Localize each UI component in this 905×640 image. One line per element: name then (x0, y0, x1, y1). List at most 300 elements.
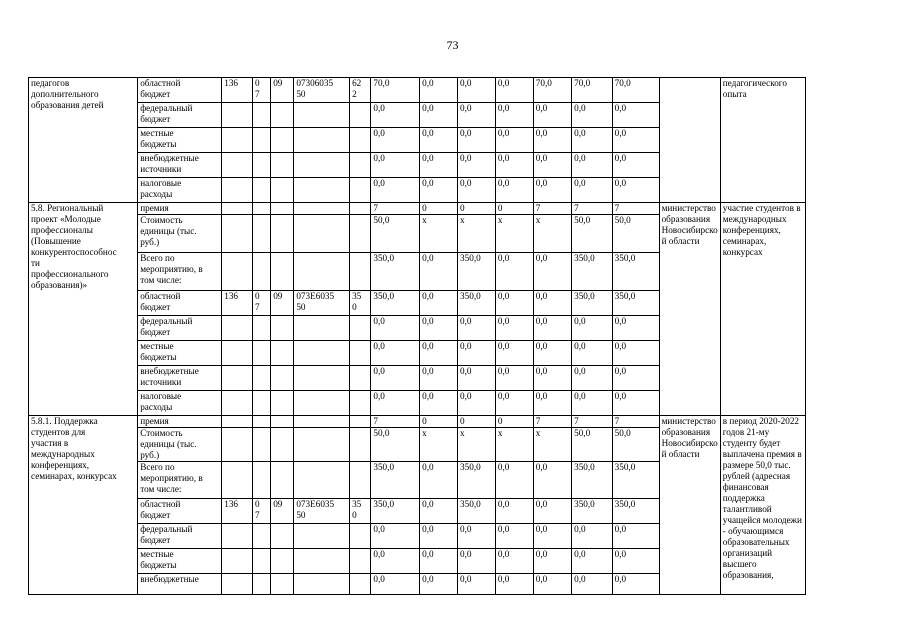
value-cell (572, 428, 613, 462)
cell-text: 0,0 (614, 103, 627, 113)
cell-text: 0 (255, 499, 260, 509)
cell-text: 0,0 (535, 462, 548, 472)
cell-text: 350,0 (460, 291, 481, 301)
cell-text: областной (140, 499, 181, 509)
code-grbs-cell (222, 574, 253, 595)
cell-text: федеральный (140, 103, 193, 113)
cell-text: образования (661, 214, 711, 224)
cell-text: 0,0 (535, 128, 548, 138)
cell-text: 50 (296, 89, 306, 99)
value-cell (533, 428, 571, 462)
cell-text: 0,0 (422, 253, 434, 263)
cell-text: 50,0 (574, 215, 591, 225)
cell-text: бюджеты (140, 560, 177, 570)
value-cell (371, 499, 420, 524)
value-cell (612, 462, 659, 499)
value-cell (495, 574, 533, 595)
cell-text: 0,0 (574, 366, 586, 376)
cell-text: 0,0 (373, 391, 385, 401)
value-cell (572, 499, 613, 524)
code-pr-cell (271, 253, 294, 291)
code-grbs-cell (222, 103, 253, 128)
cell-text: 0 (497, 203, 503, 213)
cell-text: 0,0 (614, 574, 627, 584)
value-cell (458, 178, 496, 203)
cell-text: 0,0 (535, 178, 548, 188)
code-csr-cell (294, 291, 350, 316)
source-label-cell (138, 78, 222, 103)
code-csr-cell (294, 574, 350, 595)
code-rz-cell (253, 499, 271, 524)
cell-text: мероприятию, в (140, 264, 203, 274)
cell-text: 70,0 (535, 78, 552, 88)
value-cell (371, 253, 420, 291)
value-cell (371, 316, 420, 341)
value-cell (420, 416, 458, 428)
code-rz-cell (253, 416, 271, 428)
cell-text: 35 (352, 291, 362, 301)
cell-text: налоговые (140, 178, 182, 188)
measure-name-cell (29, 203, 138, 416)
cell-text: 350,0 (373, 462, 395, 472)
value-cell (533, 316, 571, 341)
cell-text: расходы (140, 402, 173, 412)
code-rz-cell (253, 341, 271, 366)
cell-text: x (422, 215, 427, 225)
value-cell (495, 366, 533, 391)
value-cell (371, 524, 420, 549)
code-pr-cell (271, 574, 294, 595)
source-label-cell (138, 462, 222, 499)
cell-text: 0,0 (497, 366, 510, 376)
cell-text: 0,0 (460, 103, 472, 113)
cell-text: 350,0 (373, 253, 395, 263)
cell-text: 0 (460, 203, 465, 213)
value-cell (572, 416, 613, 428)
cell-text: 136 (224, 499, 238, 509)
cell-text: 0,0 (614, 524, 627, 534)
cell-text: 0,0 (614, 153, 627, 163)
code-grbs-cell (222, 524, 253, 549)
cell-text: образования (661, 427, 711, 437)
value-cell (371, 215, 420, 253)
cell-text: 0,0 (535, 153, 548, 163)
value-cell (612, 416, 659, 428)
cell-text: 0,0 (460, 128, 472, 138)
code-vr-cell (350, 253, 371, 291)
cell-text: конкурентоспособнос (31, 247, 117, 257)
value-cell (371, 128, 420, 153)
cell-text: 50,0 (373, 428, 390, 438)
cell-text: Стоимость (140, 428, 183, 438)
cell-text: 7 (574, 416, 579, 426)
value-cell (495, 253, 533, 291)
value-cell (420, 391, 458, 416)
code-rz-cell (253, 428, 271, 462)
cell-text: 0,0 (614, 341, 627, 351)
cell-text: - обучающимся (722, 526, 784, 536)
value-cell (533, 253, 571, 291)
cell-text: 2 (352, 89, 357, 99)
cell-text: министерство (661, 203, 716, 213)
cell-text: 70,0 (574, 78, 591, 88)
cell-text: 7 (373, 203, 378, 213)
cell-text: 09 (273, 499, 283, 509)
cell-text: руб.) (140, 237, 160, 247)
cell-text: 0,0 (535, 366, 548, 376)
cell-text: бюджет (140, 510, 171, 520)
cell-text: учащейся молодежи (722, 515, 802, 525)
code-vr-cell (350, 549, 371, 574)
code-grbs-cell (222, 78, 253, 103)
cell-text: 136 (224, 291, 238, 301)
code-csr-cell (294, 428, 350, 462)
code-vr-cell (350, 391, 371, 416)
code-vr-cell (350, 103, 371, 128)
cell-text: 5.8.1. Поддержка (31, 416, 98, 426)
code-pr-cell (271, 291, 294, 316)
source-label-cell (138, 549, 222, 574)
code-vr-cell (350, 291, 371, 316)
cell-text: 0,0 (574, 316, 586, 326)
cell-text: 0,0 (574, 391, 586, 401)
cell-text: 073E6035 (296, 499, 335, 509)
cell-text: участия в (31, 438, 69, 448)
cell-text: 0,0 (422, 574, 434, 584)
value-cell (572, 215, 613, 253)
executor-cell (659, 203, 720, 416)
value-cell (612, 128, 659, 153)
cell-text: премия (140, 203, 169, 213)
code-grbs-cell (222, 253, 253, 291)
cell-text: источники (140, 164, 182, 174)
value-cell (495, 103, 533, 128)
value-cell (572, 78, 613, 103)
code-grbs-cell (222, 416, 253, 428)
cell-text: 35 (352, 499, 362, 509)
cell-text: 0,0 (422, 499, 434, 509)
source-label-cell (138, 574, 222, 595)
value-cell (420, 78, 458, 103)
cell-text: Новосибирско (661, 225, 718, 235)
cell-text: 0,0 (373, 153, 385, 163)
cell-text: 0,0 (574, 153, 586, 163)
budget-table (28, 77, 905, 595)
value-cell (612, 524, 659, 549)
cell-text: студентов для (31, 427, 86, 437)
cell-text: 0,0 (373, 549, 385, 559)
cell-text: 0,0 (574, 103, 586, 113)
source-label-cell (138, 291, 222, 316)
cell-text: 0,0 (614, 316, 627, 326)
cell-text: федеральный (140, 524, 193, 534)
code-rz-cell (253, 178, 271, 203)
cell-text: 0,0 (574, 549, 586, 559)
code-grbs-cell (222, 366, 253, 391)
cell-text: областной (140, 78, 181, 88)
cell-text: 0,0 (460, 178, 472, 188)
code-grbs-cell (222, 291, 253, 316)
code-rz-cell (253, 391, 271, 416)
cell-text: внебюджетные (140, 574, 199, 584)
code-rz-cell (253, 316, 271, 341)
source-label-cell (138, 428, 222, 462)
cell-text: 0,0 (460, 153, 472, 163)
cell-text: 0,0 (373, 316, 385, 326)
cell-text: 0,0 (373, 366, 385, 376)
cell-text: 0,0 (460, 341, 472, 351)
value-cell (612, 253, 659, 291)
code-pr-cell (271, 366, 294, 391)
code-grbs-cell (222, 391, 253, 416)
code-csr-cell (294, 316, 350, 341)
cell-text: том числе: (140, 484, 182, 494)
value-cell (612, 341, 659, 366)
cell-text: 350,0 (373, 499, 395, 509)
code-grbs-cell (222, 215, 253, 253)
code-rz-cell (253, 549, 271, 574)
code-vr-cell (350, 524, 371, 549)
value-cell (458, 291, 496, 316)
value-cell (533, 524, 571, 549)
cell-text: участие студентов в (722, 203, 801, 213)
cell-text: 0 (352, 510, 357, 520)
cell-text: педагогов (31, 78, 70, 88)
cell-text: 0,0 (497, 128, 510, 138)
cell-text: талантливой (722, 504, 772, 514)
cell-text: годов 21-му (722, 427, 770, 437)
value-cell (572, 153, 613, 178)
cell-text: 70,0 (614, 78, 631, 88)
value-cell (420, 549, 458, 574)
cell-text: 07306035 (296, 78, 334, 88)
cell-text: 50,0 (574, 428, 591, 438)
value-cell (612, 103, 659, 128)
value-cell (533, 215, 571, 253)
cell-text: 350,0 (574, 499, 595, 509)
value-cell (495, 341, 533, 366)
value-cell (572, 128, 613, 153)
value-cell (572, 203, 613, 215)
source-label-cell (138, 524, 222, 549)
cell-text: 0,0 (497, 462, 510, 472)
value-cell (495, 549, 533, 574)
cell-text: й области (661, 449, 700, 459)
code-pr-cell (271, 153, 294, 178)
code-rz-cell (253, 253, 271, 291)
cell-text: 0,0 (574, 128, 586, 138)
value-cell (533, 153, 571, 178)
table-row (29, 203, 905, 215)
cell-text: 50,0 (373, 215, 390, 225)
code-pr-cell (271, 524, 294, 549)
code-csr-cell (294, 215, 350, 253)
value-cell (612, 215, 659, 253)
code-csr-cell (294, 391, 350, 416)
value-cell (533, 574, 571, 595)
measure-name-cell (29, 78, 138, 203)
value-cell (612, 316, 659, 341)
cell-text: 0,0 (460, 524, 472, 534)
source-label-cell (138, 341, 222, 366)
code-grbs-cell (222, 462, 253, 499)
code-grbs-cell (222, 203, 253, 215)
source-label-cell (138, 128, 222, 153)
cell-text: 0,0 (497, 291, 510, 301)
cell-text: расходы (140, 189, 173, 199)
value-cell (458, 341, 496, 366)
cell-text: x (460, 215, 465, 225)
value-cell (420, 428, 458, 462)
value-cell (612, 549, 659, 574)
cell-text: 0,0 (535, 341, 548, 351)
code-pr-cell (271, 215, 294, 253)
value-cell (533, 341, 571, 366)
cell-text: 5.8. Региональный (31, 203, 104, 213)
cell-text: 0,0 (614, 178, 627, 188)
value-cell (572, 462, 613, 499)
value-cell (420, 291, 458, 316)
cell-text: 0,0 (373, 574, 385, 584)
cell-text: финансовая (722, 482, 769, 492)
value-cell (420, 341, 458, 366)
value-cell (458, 316, 496, 341)
code-pr-cell (271, 203, 294, 215)
value-cell (371, 78, 420, 103)
cell-text: 0,0 (574, 341, 586, 351)
value-cell (420, 462, 458, 499)
cell-text: 0,0 (497, 574, 510, 584)
cell-text: единицы (тыс. (140, 226, 197, 236)
cell-text: профессионалы (31, 225, 93, 235)
cell-text: 50,0 (614, 428, 631, 438)
code-rz-cell (253, 524, 271, 549)
code-pr-cell (271, 549, 294, 574)
source-label-cell (138, 416, 222, 428)
cell-text: 0,0 (535, 574, 548, 584)
cell-text: 7 (255, 89, 260, 99)
cell-text: 0,0 (373, 524, 385, 534)
cell-text: 073E6035 (296, 291, 335, 301)
cell-text: Новосибирско (661, 438, 718, 448)
cell-text: 350,0 (460, 462, 481, 472)
code-rz-cell (253, 215, 271, 253)
cell-text: 0,0 (460, 549, 472, 559)
cell-text: конференциях, (722, 225, 781, 235)
cell-text: 7 (535, 416, 541, 426)
value-cell (458, 462, 496, 499)
cell-text: 0,0 (614, 128, 627, 138)
cell-text: 62 (352, 78, 362, 88)
cell-text: Всего по (140, 462, 175, 472)
value-cell (533, 391, 571, 416)
cell-text: профессионального (31, 269, 109, 279)
cell-text: 7 (614, 203, 620, 213)
cell-text: x (535, 428, 541, 438)
cell-text: Всего по (140, 253, 175, 263)
value-cell (495, 462, 533, 499)
cell-text: 350,0 (460, 253, 481, 263)
cell-text: 0,0 (497, 391, 510, 401)
code-vr-cell (350, 203, 371, 215)
code-vr-cell (350, 428, 371, 462)
value-cell (420, 366, 458, 391)
cell-text: студенту будет (722, 438, 781, 448)
value-cell (612, 366, 659, 391)
cell-text: 0,0 (574, 524, 586, 534)
value-cell (533, 78, 571, 103)
cell-text: налоговые (140, 391, 182, 401)
cell-text: источники (140, 377, 182, 387)
cell-text: 50 (296, 510, 306, 520)
cell-text: педагогического (722, 78, 787, 88)
cell-text: размере 50,0 тыс. (722, 460, 791, 470)
cell-text: 0,0 (460, 366, 472, 376)
cell-text: образовательных (722, 537, 790, 547)
value-cell (612, 499, 659, 524)
cell-text: 0,0 (497, 78, 510, 88)
cell-text: внебюджетные (140, 366, 199, 376)
cell-text: 7 (373, 416, 378, 426)
cell-text: 0,0 (422, 128, 434, 138)
value-cell (371, 416, 420, 428)
cell-text: 0,0 (422, 341, 434, 351)
cell-text: 0,0 (497, 178, 510, 188)
cell-text: 0 (422, 416, 427, 426)
value-cell (572, 178, 613, 203)
source-label-cell (138, 215, 222, 253)
cell-text: 0,0 (422, 103, 434, 113)
value-cell (572, 291, 613, 316)
cell-text: 0,0 (422, 316, 434, 326)
value-cell (495, 203, 533, 215)
cell-text: 0,0 (574, 574, 586, 584)
value-cell (458, 499, 496, 524)
page-number: 73 (446, 38, 459, 52)
value-cell (495, 524, 533, 549)
cell-text: 50,0 (614, 215, 631, 225)
value-cell (612, 428, 659, 462)
value-cell (458, 78, 496, 103)
value-cell (371, 391, 420, 416)
cell-text: 0 (352, 302, 357, 312)
cell-text: 350,0 (574, 253, 595, 263)
cell-text: 0,0 (535, 291, 548, 301)
cell-text: бюджет (140, 302, 171, 312)
code-csr-cell (294, 128, 350, 153)
value-cell (495, 416, 533, 428)
cell-text: 0,0 (535, 499, 548, 509)
cell-text: поддержка (722, 493, 765, 503)
cell-text: 0,0 (460, 574, 472, 584)
code-pr-cell (271, 462, 294, 499)
value-cell (495, 428, 533, 462)
cell-text: 350,0 (460, 499, 481, 509)
value-cell (495, 215, 533, 253)
cell-text: бюджеты (140, 139, 177, 149)
cell-text: 50 (296, 302, 306, 312)
value-cell (458, 153, 496, 178)
code-csr-cell (294, 499, 350, 524)
cell-text: x (497, 428, 503, 438)
source-label-cell (138, 499, 222, 524)
code-rz-cell (253, 128, 271, 153)
value-cell (458, 203, 496, 215)
value-cell (495, 78, 533, 103)
cell-text: бюджеты (140, 352, 177, 362)
cell-text: 0,0 (574, 178, 586, 188)
value-cell (371, 291, 420, 316)
